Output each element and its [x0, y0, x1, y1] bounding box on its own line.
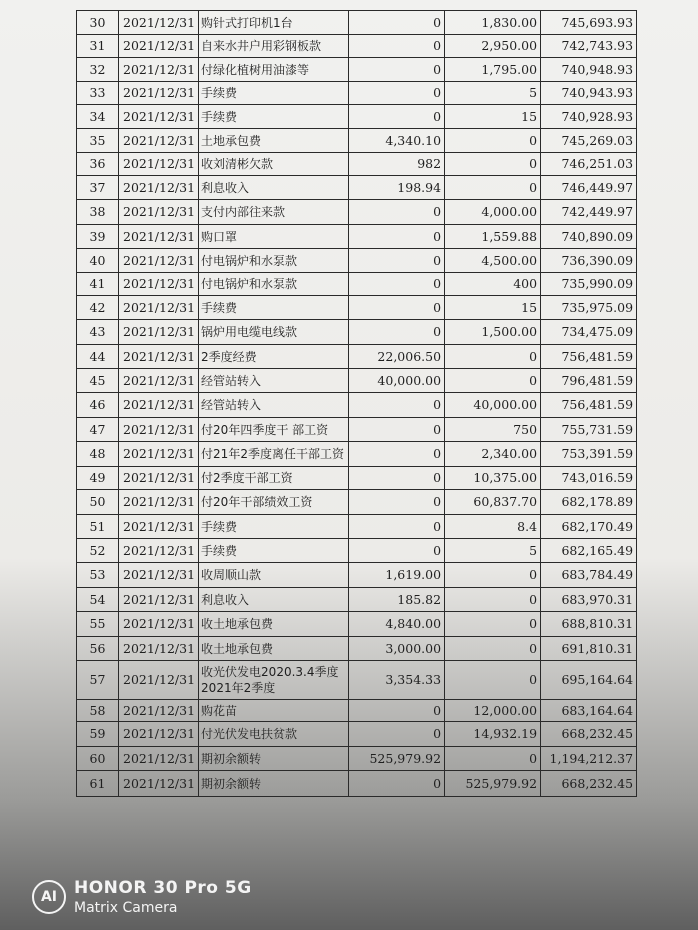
row-expense: 0: [445, 153, 541, 176]
row-balance: 742,743.93: [541, 35, 637, 58]
row-balance: 668,232.45: [541, 771, 637, 797]
row-balance: 745,693.93: [541, 11, 637, 35]
table-row: [77, 345, 637, 369]
row-income: 0: [349, 35, 445, 58]
row-expense: 0: [445, 588, 541, 612]
row-balance: 735,990.09: [541, 273, 637, 296]
row-description: 付电锅炉和水泵款: [199, 249, 349, 273]
row-description: 收刘清彬欠款: [199, 153, 349, 176]
row-date: 2021/12/31: [119, 539, 199, 563]
row-balance: 740,943.93: [541, 82, 637, 105]
row-balance: 742,449.97: [541, 200, 637, 225]
row-balance: 683,164.64: [541, 700, 637, 722]
row-income: 0: [349, 105, 445, 129]
row-date: 2021/12/31: [119, 467, 199, 490]
row-balance: 743,016.59: [541, 467, 637, 490]
row-income: 198.94: [349, 176, 445, 200]
row-date: 2021/12/31: [119, 249, 199, 273]
row-date: 2021/12/31: [119, 637, 199, 661]
row-number: 39: [77, 225, 119, 249]
row-income: 0: [349, 82, 445, 105]
row-expense: 14,932.19: [445, 722, 541, 747]
row-expense: 0: [445, 369, 541, 393]
row-income: 0: [349, 225, 445, 249]
row-date: 2021/12/31: [119, 563, 199, 588]
table-row: [77, 320, 637, 345]
row-balance: 683,970.31: [541, 588, 637, 612]
ledger-table: [76, 10, 637, 797]
row-date: 2021/12/31: [119, 273, 199, 296]
row-number: 61: [77, 771, 119, 797]
row-date: 2021/12/31: [119, 700, 199, 722]
table-row: [77, 612, 637, 637]
row-description: 付20年干部绩效工资: [199, 490, 349, 515]
row-income: 0: [349, 200, 445, 225]
row-expense: 0: [445, 747, 541, 771]
row-number: 42: [77, 296, 119, 320]
row-expense: 1,795.00: [445, 58, 541, 82]
row-expense: 0: [445, 563, 541, 588]
row-number: 31: [77, 35, 119, 58]
row-number: 55: [77, 612, 119, 637]
row-balance: 756,481.59: [541, 345, 637, 369]
table-row: [77, 515, 637, 539]
row-income: 3,000.00: [349, 637, 445, 661]
table-row: [77, 700, 637, 722]
row-description: 收土地承包费: [199, 612, 349, 637]
row-date: 2021/12/31: [119, 771, 199, 797]
row-income: 525,979.92: [349, 747, 445, 771]
row-income: 0: [349, 722, 445, 747]
row-date: 2021/12/31: [119, 200, 199, 225]
row-expense: 4,500.00: [445, 249, 541, 273]
row-description: 付2季度干部工资: [199, 467, 349, 490]
table-row: [77, 563, 637, 588]
row-date: 2021/12/31: [119, 393, 199, 418]
row-balance: 796,481.59: [541, 369, 637, 393]
row-expense: 12,000.00: [445, 700, 541, 722]
camera-model: HONOR 30 Pro 5G: [74, 878, 252, 898]
row-date: 2021/12/31: [119, 588, 199, 612]
row-description: 支付内部往来款: [199, 200, 349, 225]
row-number: 53: [77, 563, 119, 588]
row-description: 利息收入: [199, 176, 349, 200]
table-row: [77, 82, 637, 105]
table-row: [77, 539, 637, 563]
row-date: 2021/12/31: [119, 515, 199, 539]
row-income: 40,000.00: [349, 369, 445, 393]
row-expense: 15: [445, 296, 541, 320]
row-number: 50: [77, 490, 119, 515]
row-expense: 8.4: [445, 515, 541, 539]
table-row: [77, 418, 637, 442]
row-number: 41: [77, 273, 119, 296]
row-number: 30: [77, 11, 119, 35]
row-income: 0: [349, 442, 445, 467]
row-number: 52: [77, 539, 119, 563]
row-balance: 745,269.03: [541, 129, 637, 153]
row-number: 36: [77, 153, 119, 176]
row-expense: 0: [445, 345, 541, 369]
table-row: [77, 442, 637, 467]
row-expense: 10,375.00: [445, 467, 541, 490]
camera-subtitle: Matrix Camera: [74, 900, 178, 916]
table-row: [77, 129, 637, 153]
table-row: [77, 58, 637, 82]
table-row: [77, 661, 637, 700]
table-row: [77, 35, 637, 58]
row-expense: 1,500.00: [445, 320, 541, 345]
row-balance: 734,475.09: [541, 320, 637, 345]
row-description: 付21年2季度离任干部工资: [199, 442, 349, 467]
row-income: 0: [349, 273, 445, 296]
row-description: 手续费: [199, 296, 349, 320]
row-expense: 5: [445, 82, 541, 105]
row-number: 60: [77, 747, 119, 771]
table-row: [77, 225, 637, 249]
row-number: 44: [77, 345, 119, 369]
row-number: 33: [77, 82, 119, 105]
ai-logo-icon: AI: [32, 880, 66, 914]
row-income: 0: [349, 771, 445, 797]
table-row: [77, 637, 637, 661]
table-row: [77, 200, 637, 225]
row-income: 0: [349, 700, 445, 722]
row-date: 2021/12/31: [119, 369, 199, 393]
row-expense: 15: [445, 105, 541, 129]
row-description: 付光伏发电扶贫款: [199, 722, 349, 747]
row-expense: 0: [445, 176, 541, 200]
row-description: 自来水井户用彩钢板款: [199, 35, 349, 58]
row-balance: 1,194,212.37: [541, 747, 637, 771]
row-date: 2021/12/31: [119, 490, 199, 515]
row-description: 收土地承包费: [199, 637, 349, 661]
row-expense: 750: [445, 418, 541, 442]
row-expense: 40,000.00: [445, 393, 541, 418]
row-income: 0: [349, 467, 445, 490]
row-balance: 756,481.59: [541, 393, 637, 418]
row-date: 2021/12/31: [119, 345, 199, 369]
row-income: 0: [349, 11, 445, 35]
row-number: 51: [77, 515, 119, 539]
row-date: 2021/12/31: [119, 661, 199, 700]
row-date: 2021/12/31: [119, 747, 199, 771]
row-description: 土地承包费: [199, 129, 349, 153]
table-row: [77, 490, 637, 515]
ledger-body: [77, 11, 637, 797]
row-number: 34: [77, 105, 119, 129]
row-balance: 746,449.97: [541, 176, 637, 200]
row-number: 57: [77, 661, 119, 700]
row-number: 32: [77, 58, 119, 82]
row-balance: 736,390.09: [541, 249, 637, 273]
row-expense: 525,979.92: [445, 771, 541, 797]
row-date: 2021/12/31: [119, 129, 199, 153]
row-expense: 60,837.70: [445, 490, 541, 515]
row-number: 37: [77, 176, 119, 200]
row-income: 0: [349, 515, 445, 539]
row-income: 1,619.00: [349, 563, 445, 588]
row-balance: 755,731.59: [541, 418, 637, 442]
row-date: 2021/12/31: [119, 58, 199, 82]
row-expense: 1,559.88: [445, 225, 541, 249]
row-date: 2021/12/31: [119, 442, 199, 467]
row-balance: 740,928.93: [541, 105, 637, 129]
row-balance: 668,232.45: [541, 722, 637, 747]
row-description: 付绿化植树用油漆等: [199, 58, 349, 82]
table-row: [77, 273, 637, 296]
row-income: 3,354.33: [349, 661, 445, 700]
table-row: [77, 467, 637, 490]
row-description: 锅炉用电缆电线款: [199, 320, 349, 345]
table-row: [77, 393, 637, 418]
table-row: [77, 722, 637, 747]
row-description: 期初余额转: [199, 771, 349, 797]
table-row: [77, 296, 637, 320]
row-date: 2021/12/31: [119, 296, 199, 320]
row-number: 43: [77, 320, 119, 345]
row-income: 0: [349, 490, 445, 515]
row-number: 38: [77, 200, 119, 225]
row-number: 35: [77, 129, 119, 153]
row-number: 54: [77, 588, 119, 612]
row-description: 2季度经费: [199, 345, 349, 369]
row-balance: 740,890.09: [541, 225, 637, 249]
table-row: [77, 249, 637, 273]
row-number: 48: [77, 442, 119, 467]
row-description: 经管站转入: [199, 393, 349, 418]
row-description: 手续费: [199, 539, 349, 563]
row-date: 2021/12/31: [119, 612, 199, 637]
row-income: 0: [349, 393, 445, 418]
row-date: 2021/12/31: [119, 105, 199, 129]
table-row: [77, 11, 637, 35]
row-balance: 740,948.93: [541, 58, 637, 82]
row-date: 2021/12/31: [119, 418, 199, 442]
row-number: 58: [77, 700, 119, 722]
table-row: [77, 747, 637, 771]
row-description: 手续费: [199, 515, 349, 539]
row-balance: 746,251.03: [541, 153, 637, 176]
row-expense: 2,340.00: [445, 442, 541, 467]
row-income: 0: [349, 58, 445, 82]
table-row: [77, 105, 637, 129]
table-row: [77, 369, 637, 393]
row-description: 利息收入: [199, 588, 349, 612]
row-date: 2021/12/31: [119, 153, 199, 176]
row-description: 手续费: [199, 105, 349, 129]
row-income: 22,006.50: [349, 345, 445, 369]
row-description: 付20年四季度干 部工资: [199, 418, 349, 442]
row-number: 56: [77, 637, 119, 661]
row-number: 47: [77, 418, 119, 442]
row-date: 2021/12/31: [119, 225, 199, 249]
row-description: 付电锅炉和水泵款: [199, 273, 349, 296]
row-description: 经管站转入: [199, 369, 349, 393]
row-balance: 688,810.31: [541, 612, 637, 637]
row-balance: 682,170.49: [541, 515, 637, 539]
row-date: 2021/12/31: [119, 35, 199, 58]
row-balance: 691,810.31: [541, 637, 637, 661]
row-income: 4,340.10: [349, 129, 445, 153]
row-balance: 682,178.89: [541, 490, 637, 515]
row-date: 2021/12/31: [119, 722, 199, 747]
row-income: 0: [349, 296, 445, 320]
row-number: 59: [77, 722, 119, 747]
row-date: 2021/12/31: [119, 320, 199, 345]
row-expense: 1,830.00: [445, 11, 541, 35]
row-expense: 4,000.00: [445, 200, 541, 225]
table-row: [77, 176, 637, 200]
row-income: 982: [349, 153, 445, 176]
row-description: 购口罩: [199, 225, 349, 249]
row-balance: 683,784.49: [541, 563, 637, 588]
row-income: 4,840.00: [349, 612, 445, 637]
row-income: 0: [349, 249, 445, 273]
row-description: 收光伏发电2020.3.4季度2021年2季度: [199, 661, 349, 700]
row-expense: 5: [445, 539, 541, 563]
row-number: 45: [77, 369, 119, 393]
row-income: 0: [349, 539, 445, 563]
row-description: 手续费: [199, 82, 349, 105]
row-description: 收周顺山款: [199, 563, 349, 588]
row-balance: 695,164.64: [541, 661, 637, 700]
row-expense: 0: [445, 637, 541, 661]
table-row: [77, 153, 637, 176]
row-balance: 735,975.09: [541, 296, 637, 320]
row-number: 46: [77, 393, 119, 418]
row-balance: 682,165.49: [541, 539, 637, 563]
row-expense: 0: [445, 129, 541, 153]
row-description: 购花苗: [199, 700, 349, 722]
row-expense: 0: [445, 661, 541, 700]
row-income: 0: [349, 418, 445, 442]
row-description: 购针式打印机1台: [199, 11, 349, 35]
row-income: 185.82: [349, 588, 445, 612]
row-balance: 753,391.59: [541, 442, 637, 467]
row-expense: 400: [445, 273, 541, 296]
row-number: 40: [77, 249, 119, 273]
table-row: [77, 588, 637, 612]
row-expense: 2,950.00: [445, 35, 541, 58]
table-row: [77, 771, 637, 797]
row-date: 2021/12/31: [119, 176, 199, 200]
row-expense: 0: [445, 612, 541, 637]
row-income: 0: [349, 320, 445, 345]
row-date: 2021/12/31: [119, 82, 199, 105]
row-number: 49: [77, 467, 119, 490]
row-date: 2021/12/31: [119, 11, 199, 35]
row-description: 期初余额转: [199, 747, 349, 771]
